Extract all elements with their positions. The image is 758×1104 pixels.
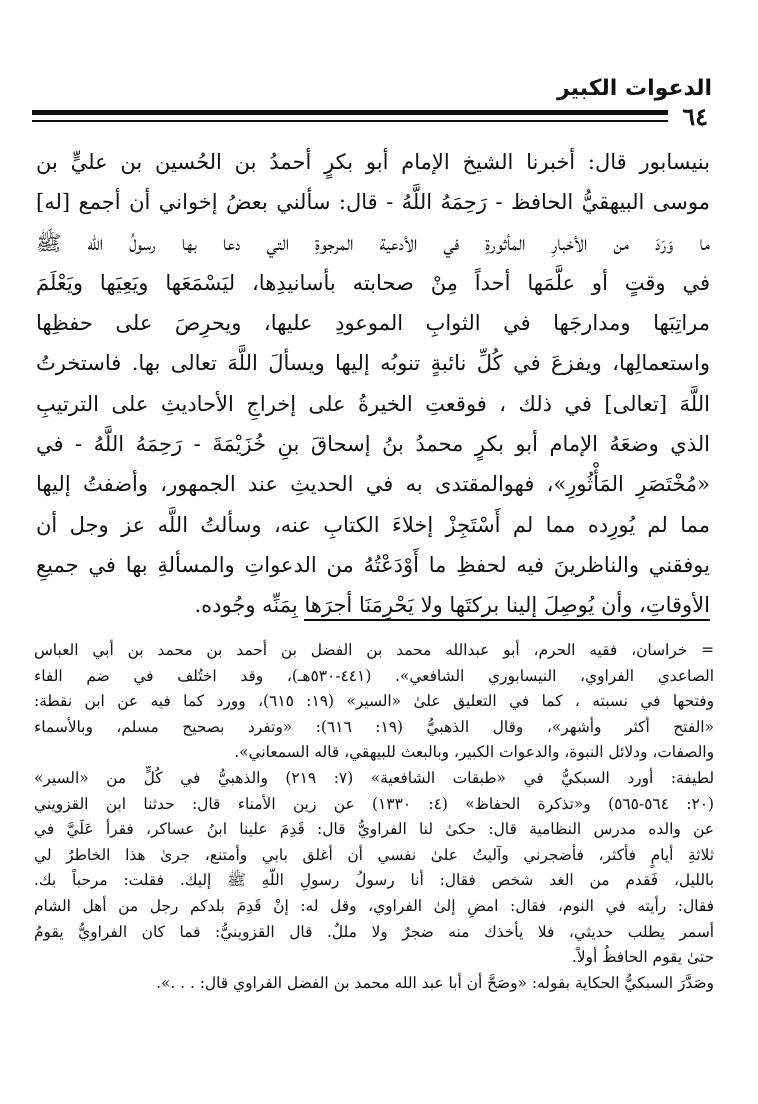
main-line: ما وَرَدَ من الأخبارِ المأثورةِ في الأدعية المرجوةِ التي دعا بها رسولُ اللّه ﷺ <box>36 230 710 255</box>
main-text <box>36 142 710 626</box>
main-last-line-end: بِمَنِّه وجُوده. <box>194 593 305 618</box>
main-last-line <box>36 585 710 625</box>
page-number: ٦٤ <box>668 104 712 130</box>
footnote-line: وفتحها في نسبته ، كما في التعليق علىٰ «السير» (١٩: ٦١٥)، وورد كما فيه عن ابن نقطة: <box>34 692 714 711</box>
footnotes <box>34 638 714 996</box>
footnote-line: حتىٰ يقوم الحافظُ أولاً. <box>571 948 714 967</box>
page-header <box>32 70 712 131</box>
main-line: مما لم يُورِده مما لم أَسْتَجِزْ إخلاءَ الكتابِ عنه، وسألتُ اللَّه عز وجل أن <box>36 512 710 537</box>
footnote-line: بالليل، فَقدم من الغد شخص فقال: أنا رسولُ رسولِ اللَّهِ ﷺ إليك. فقلت: مرحباً بك. <box>34 871 714 890</box>
footnote-line: الصاعدي الفراوي، النيسابوري الشافعي». (٤٤١-٥٣٠هـ)، وقد اختُلف في ضم الفاء <box>34 666 714 685</box>
main-line: في وقتٍ أو علَّمَها أحداً مِنْ صحابته بأسانيدِها، ليَسْمَعَها ويَعِيَها ويَعْلَمَ <box>36 270 710 295</box>
footnote-line: عن والده مدرس النظامية قال: حكىٰ لنا الفراويُّ قال: قَدِمَ علينا ابنُ عساكر، فقرأ عَلَيَّ في <box>34 820 714 839</box>
main-line: مراتِبَها ومدارجَها في الثوابِ الموعودِ عليها، ويحرِصَ على حفظِها <box>36 311 710 336</box>
footnote-line: ثلاثةِ أيامٍ فأكثر، فأضجرني وآليتُ علىٰ نفسي أن أغلق بابي وأمتنع، جرىٰ هذا الخاطرُ لي <box>34 845 714 864</box>
header-rule-thick <box>32 110 712 115</box>
main-line: «مُخْتَصَرِ المَأْثُورِ»، فهوالمقتدى به في الحديثِ عند الجمهور، وأضفتُ إليها <box>36 472 710 497</box>
footnote-line: = خراسان، فقيه الحرم، أبو عبدالله محمد بن الفضل بن أحمد بن محمد بن أبي العباس <box>34 641 714 659</box>
main-line: اللَّهَ [تعالى] في ذلك ، فوقعتِ الخيرةُ على إخراجِ الأحاديثِ على الترتيبِ <box>36 391 710 416</box>
footnote-line: وصَدَّرَ السبكيُّ الحكاية بقوله: «وصَحَّ أن أبا عبد الله محمد بن الفضل الفراوي قال: . . .». <box>156 973 714 992</box>
main-line: الذي وضعَهُ الإمام أبو بكرٍ محمدُ بنُ إسحاقَ بنِ خُزَيْمَةَ - رَحِمَهُ اللَّهُ - في <box>36 432 710 457</box>
main-line: واستعمالِها، ويفزعَ في كُلِّ نائبةٍ تنوبُه إليها ويسألَ اللَّهَ تعالى بها. فاستخرتُ <box>36 351 710 376</box>
header-rule-thin <box>32 120 712 122</box>
main-line: بنيسابور قال: أخبرنا الشيخ الإمام أبو بكرٍ أحمدُ بن الحُسين بن عليٍّ بن <box>36 150 710 174</box>
footnote-line: فقال: رأيته في النوم، فقال: امضِ إلىٰ الفراوي، وقل له: إنْ قَدِمَ بلدكم رجل من أهل الشام <box>34 896 714 915</box>
footnote-line: «الفتح أكثر وأشهر»، وقال الذهبيُّ (١٩: ٦١٦): «وتفرد بصحيح مسلم، وبالأسماء <box>34 717 714 736</box>
footnote-line: والصفات، ودلائل النبوة، والدعوات الكبير، وبالبعث للبيهقي، قاله السمعاني». <box>234 743 714 762</box>
footnote-line: أسمر يطلب حديثي، فلا يأخذك منه ضجرٌ ولا مللٌ. قال القزوينيُّ: فما كان الفراويُّ يقومُ <box>34 922 714 941</box>
underlined-phrase: الأوقاتِ، وأن يُوصِلَ إلينا بركتَها ولا يَحْرِمَنَا أجرَها <box>304 593 710 621</box>
running-title: الدعوات الكبير <box>557 76 712 101</box>
main-line: يوفقني والناظرينَ فيه لحفظِ ما أَوْدَعْتُهُ من الدعواتِ والمسألةِ بها في جميعِ <box>36 552 710 577</box>
main-line: موسى البيهقيُّ الحافظ - رَحِمَهُ اللَّهُ - قال: سألني بعضُ إخواني أن أجمع [له] <box>36 190 710 215</box>
footnote-line: لطيفة: أورد السبكيُّ في «طبقات الشافعية» (٧: ٢١٩) والذهبيُّ في كُلٍّ من «السير» <box>34 768 714 787</box>
footnote-line: (٢٠: ٥٦٤-٥٦٥) و«تذكرة الحفاظ» (٤: ١٣٣٠) عن زين الأمناء قال: حدثنا ابن القزويني <box>34 794 714 813</box>
